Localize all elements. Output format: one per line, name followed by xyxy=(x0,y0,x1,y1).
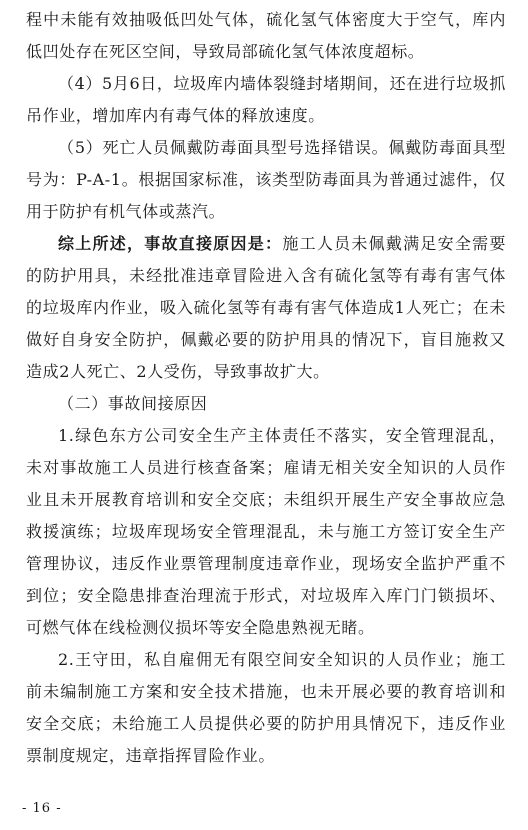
paragraph-indirect-cause-1 xyxy=(26,420,506,644)
paragraph-text: （4）5月6日，垃圾库内墙体裂缝封堵期间，还在进行垃圾抓吊作业，增加库内有毒气体的释放速度。 xyxy=(26,74,506,125)
paragraph-continuation xyxy=(26,4,506,68)
paragraph-text: （5）死亡人员佩戴防毒面具型号选择错误。佩戴防毒面具型号为：P-A-1。根据国家标准，该类型防毒面具为普通过滤件，仅用于防护有机气体或蒸汽。 xyxy=(26,138,506,221)
page-number: - 16 - xyxy=(22,801,62,816)
paragraph-text: 程中未能有效抽吸低凹处气体，硫化氢气体密度大于空气，库内低凹处存在死区空间，导致局部硫化氢气体浓度超标。 xyxy=(26,10,506,61)
section-heading-indirect-cause xyxy=(26,388,506,420)
heading-text: （二）事故间接原因 xyxy=(58,394,208,413)
paragraph-text: 施工人员未佩戴满足安全需要的防护用具，未经批准违章冒险进入含有硫化氢等有毒有害气体的垃圾库内作业，吸入硫化氢等有毒有害气体造成1人死亡；在未做好自身安全防护，佩戴必要的防护用具的情况下，盲目施救又造成2人死亡、2人受伤，导致事故扩大。 xyxy=(26,234,506,381)
paragraph-item-4 xyxy=(26,68,506,132)
paragraph-direct-cause-summary xyxy=(26,228,506,388)
bold-lead-text: 综上所述，事故直接原因是： xyxy=(58,234,283,253)
paragraph-text: 1.绿色东方公司安全生产主体责任不落实，安全管理混乱，未对事故施工人员进行核查备案；雇请无相关安全知识的人员作业且未开展教育培训和安全交底；未组织开展生产安全事故应急救援演练；垃圾库现场安全管理混乱，未与施工方签订安全生产管理协议，违反作业票管理制度违章作业，现场安全监护严重不到位；安全隐患排查治理流于形式，对垃圾库入库门门锁损坏、可燃气体在线检测仪损坏等安全隐患熟视无睹。 xyxy=(26,426,506,637)
paragraph-indirect-cause-2 xyxy=(26,644,506,772)
paragraph-item-5 xyxy=(26,132,506,228)
paragraph-text: 2.王守田，私自雇佣无有限空间安全知识的人员作业；施工前未编制施工方案和安全技术措施，也未开展必要的教育培训和安全交底；未给施工人员提供必要的防护用具情况下，违反作业票制度规定，违章指挥冒险作业。 xyxy=(26,650,506,765)
